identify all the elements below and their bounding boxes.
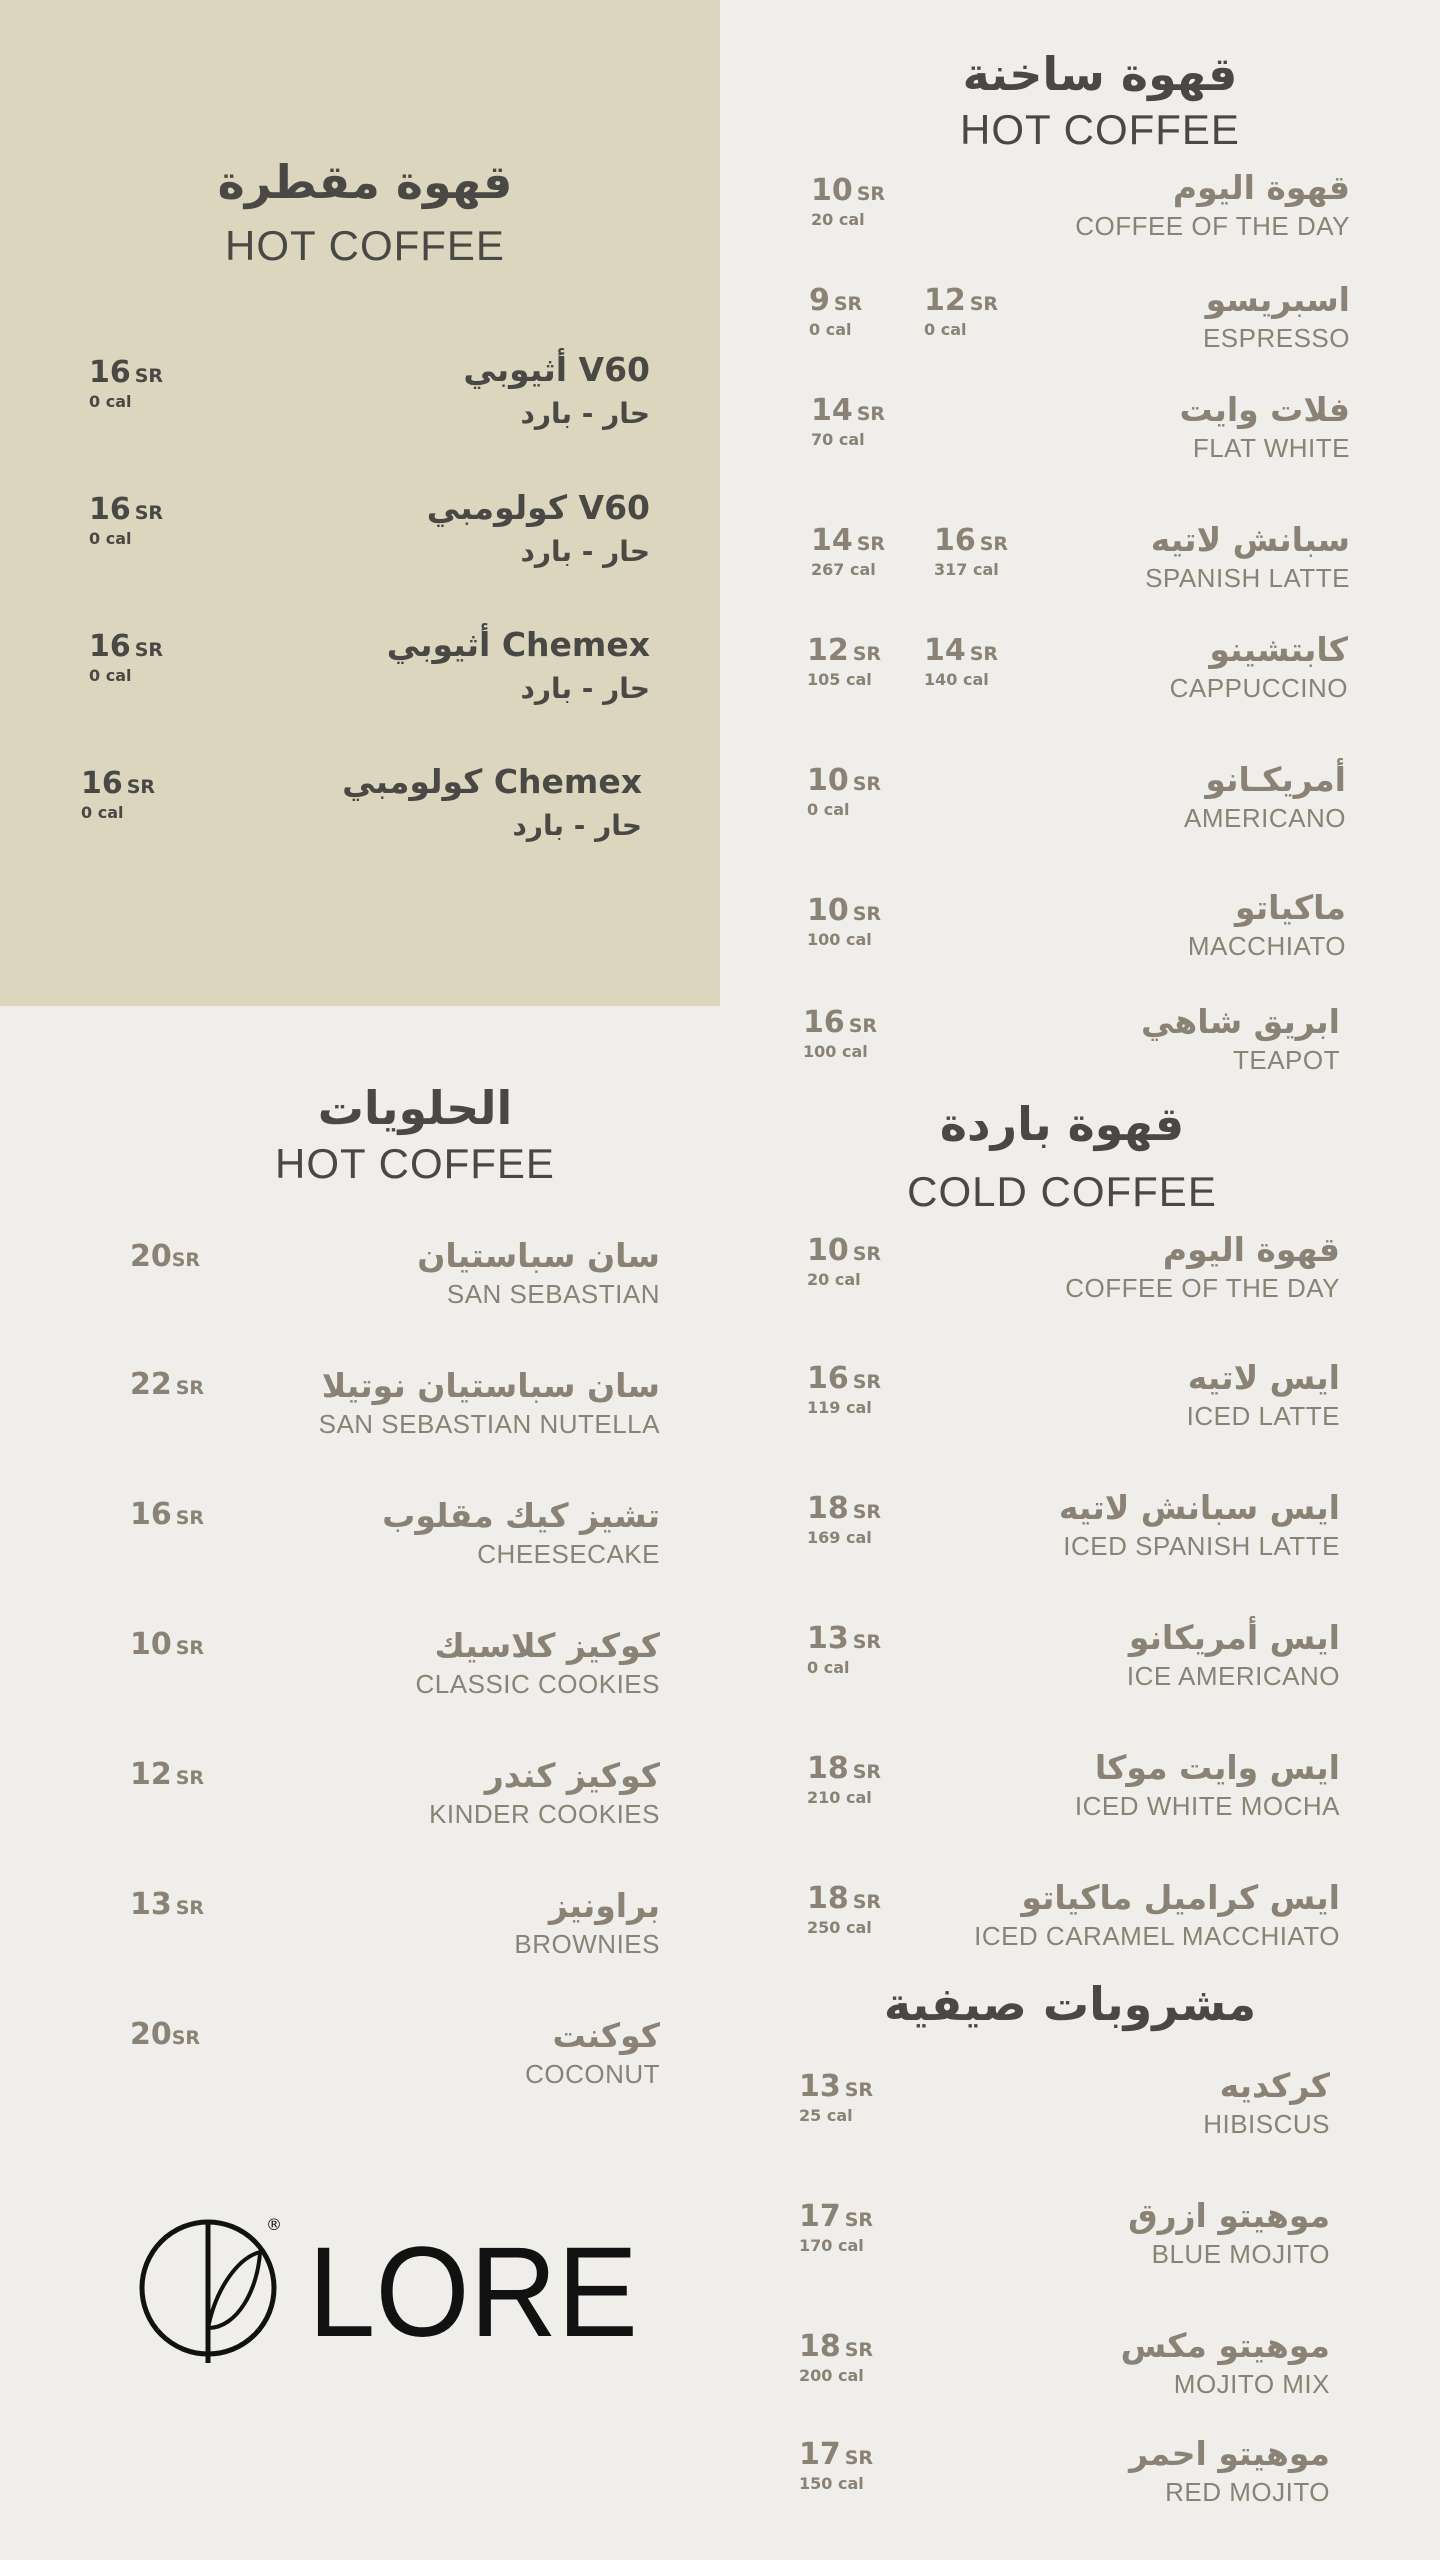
currency: SR	[171, 2027, 201, 2049]
price-value: 16	[89, 492, 131, 527]
calories: 119 cal	[807, 1398, 872, 1417]
drip-item-name: V60 كولومبي	[426, 488, 650, 527]
sweet-name-ar: كوكيز كلاسيك	[434, 1626, 660, 1665]
price-value: 16	[89, 629, 131, 664]
sweets-item-3	[260, 1626, 660, 1706]
sweet-name-ar: كوكنت	[552, 2016, 660, 2055]
calories: 105 cal	[807, 670, 872, 689]
currency: SR	[856, 183, 886, 205]
price-value: 13	[130, 1887, 172, 1922]
cold-item-4	[940, 1748, 1340, 1828]
sweets-price-1	[130, 1368, 204, 1402]
currency: SR	[979, 533, 1009, 555]
hot-item-name-en: AMERICANO	[1184, 803, 1346, 833]
calories: 317 cal	[934, 560, 999, 579]
drip-section-title	[160, 154, 570, 274]
calories: 250 cal	[807, 1918, 872, 1937]
summer-item-3	[940, 2434, 1330, 2514]
drip-price-3	[81, 767, 155, 823]
currency: SR	[852, 1371, 882, 1393]
summer-item-name-en: RED MOJITO	[1165, 2477, 1330, 2507]
price-value: 16	[934, 523, 976, 558]
cold-item-name-ar: ايس أمريكانو	[1128, 1618, 1340, 1657]
summer-price-3	[799, 2438, 873, 2494]
hot-item-name-ar: قهوة اليوم	[1172, 168, 1350, 207]
price-value: 18	[807, 1491, 849, 1526]
sweet-name-en: SAN SEBASTIAN NUTELLA	[318, 1409, 660, 1439]
hot-price-1b	[924, 284, 998, 340]
hot-item-name-en: SPANISH LATTE	[1145, 563, 1350, 593]
price-value: 22	[130, 1367, 172, 1402]
currency: SR	[175, 1897, 205, 1919]
cold-item-name-en: ICED WHITE MOCHA	[1074, 1791, 1340, 1821]
calories: 200 cal	[799, 2366, 864, 2385]
hot-item-name-en: ESPRESSO	[1202, 323, 1350, 353]
price-value: 14	[811, 523, 853, 558]
hot-item-name-en: MACCHIATO	[1187, 931, 1346, 961]
sweets-item-0	[260, 1236, 660, 1316]
sweets-price-6	[130, 2018, 200, 2052]
lore-logo	[138, 2208, 648, 2368]
price-value: 14	[811, 393, 853, 428]
currency: SR	[126, 776, 156, 798]
calories: 0 cal	[81, 803, 124, 822]
summer-item-name-ar: موهيتو مكس	[1120, 2326, 1330, 2365]
hot-item-name-en: CAPPUCCINO	[1169, 673, 1348, 703]
drip-item-1	[300, 488, 650, 578]
calories: 0 cal	[89, 666, 132, 685]
hot-price-4b	[924, 634, 998, 690]
sweets-price-4	[130, 1758, 204, 1792]
calories: 25 cal	[799, 2106, 853, 2125]
hot-price-5	[807, 764, 881, 820]
cold-item-name-en: ICED SPANISH LATTE	[1063, 1531, 1340, 1561]
hot-price-7	[803, 1006, 877, 1062]
cold-title-en: COLD COFFEE	[907, 1168, 1217, 1215]
hot-item-4	[1000, 630, 1348, 710]
drip-item-3	[300, 762, 642, 852]
cold-item-3	[940, 1618, 1340, 1698]
hot-item-name-ar: أمريكـانو	[1205, 760, 1346, 799]
cold-price-0	[807, 1234, 881, 1290]
hot-item-0	[1000, 168, 1350, 248]
hot-item-5	[1000, 760, 1346, 840]
calories: 0 cal	[89, 529, 132, 548]
currency: SR	[969, 643, 999, 665]
hot-section-title	[900, 46, 1300, 158]
lore-logo-mark	[138, 2208, 648, 2368]
calories: 267 cal	[811, 560, 876, 579]
cold-item-name-ar: ايس وايت موكا	[1094, 1748, 1340, 1787]
price-value: 10	[807, 763, 849, 798]
hot-price-4a	[807, 634, 881, 690]
hot-title-ar: قهوة ساخنة	[962, 47, 1238, 101]
calories: 169 cal	[807, 1528, 872, 1547]
registered-mark: ®	[266, 2215, 282, 2234]
price-value: 10	[811, 173, 853, 208]
cold-item-name-ar: ايس كراميل ماكياتو	[1021, 1878, 1340, 1917]
cold-price-2	[807, 1492, 881, 1548]
sweet-name-ar: سان سباستيان نوتيلا	[321, 1366, 660, 1405]
currency: SR	[171, 1249, 201, 1271]
sweets-item-6	[260, 2016, 660, 2096]
price-value: 16	[807, 1361, 849, 1396]
price-value: 10	[130, 1627, 172, 1662]
sweet-name-en: KINDER COOKIES	[429, 1799, 660, 1829]
cold-price-3	[807, 1622, 881, 1678]
sweet-name-en: SAN SEBASTIAN	[446, 1279, 660, 1309]
drip-item-name: Chemex كولومبي	[342, 762, 642, 801]
sweets-item-4	[260, 1756, 660, 1836]
hot-price-0	[811, 174, 885, 230]
drip-price-2	[89, 630, 163, 686]
currency: SR	[844, 2447, 874, 2469]
currency: SR	[969, 293, 999, 315]
hot-item-7	[1000, 1002, 1340, 1082]
summer-title-ar: مشروبات صيفية	[883, 1977, 1257, 2031]
currency: SR	[134, 502, 164, 524]
hot-item-name-en: COFFEE OF THE DAY	[1075, 211, 1350, 241]
hot-item-name-en: FLAT WHITE	[1192, 433, 1350, 463]
sweets-price-2	[130, 1498, 204, 1532]
drip-item-2	[300, 625, 650, 715]
cold-item-0	[940, 1230, 1340, 1310]
currency: SR	[844, 2209, 874, 2231]
price-value: 16	[81, 766, 123, 801]
cold-item-name-en: COFFEE OF THE DAY	[1065, 1273, 1340, 1303]
summer-price-0	[799, 2070, 873, 2126]
hot-item-6	[1000, 888, 1346, 968]
calories: 150 cal	[799, 2474, 864, 2493]
hot-price-3b	[934, 524, 1008, 580]
hot-item-name-ar: اسبريسو	[1205, 280, 1350, 319]
calories: 100 cal	[807, 930, 872, 949]
currency: SR	[852, 773, 882, 795]
currency: SR	[844, 2079, 874, 2101]
hot-item-name-ar: كابتشينو	[1209, 630, 1348, 669]
currency: SR	[833, 293, 863, 315]
cold-item-name-en: ICED CARAMEL MACCHIATO	[974, 1921, 1340, 1951]
currency: SR	[852, 1501, 882, 1523]
hot-price-6	[807, 894, 881, 950]
hot-item-name-ar: ماكياتو	[1235, 888, 1346, 927]
hot-price-1a	[809, 284, 862, 340]
sweet-name-ar: سان سباستيان	[417, 1236, 660, 1275]
summer-item-0	[940, 2066, 1330, 2146]
currency: SR	[175, 1767, 205, 1789]
cold-title-ar: قهوة باردة	[939, 1097, 1185, 1151]
calories: 140 cal	[924, 670, 989, 689]
price-value: 12	[130, 1757, 172, 1792]
summer-item-name-ar: كركديه	[1219, 2066, 1330, 2105]
summer-item-name-en: BLUE MOJITO	[1151, 2239, 1330, 2269]
brand-name: LORE	[308, 2221, 638, 2364]
hot-item-name-en: TEAPOT	[1232, 1045, 1340, 1075]
sweets-price-3	[130, 1628, 204, 1662]
price-value: 13	[807, 1621, 849, 1656]
price-value: 16	[89, 355, 131, 390]
cold-item-name-en: ICED LATTE	[1186, 1401, 1340, 1431]
sweet-name-en: COCONUT	[525, 2059, 660, 2089]
cold-item-name-ar: ايس لاتيه	[1187, 1358, 1340, 1397]
price-value: 9	[809, 283, 830, 318]
sweet-name-en: CLASSIC COOKIES	[415, 1669, 660, 1699]
price-value: 13	[799, 2069, 841, 2104]
price-value: 10	[807, 1233, 849, 1268]
drip-item-name: V60 أثيوبي	[463, 350, 650, 389]
currency: SR	[852, 643, 882, 665]
drip-item-sub: حار - بارد	[520, 672, 650, 705]
hot-item-1	[1000, 280, 1350, 360]
currency: SR	[175, 1637, 205, 1659]
currency: SR	[852, 1761, 882, 1783]
hot-title-en: HOT COFFEE	[960, 106, 1240, 153]
sweet-name-ar: كوكيز كندر	[484, 1756, 660, 1795]
sweets-price-5	[130, 1888, 204, 1922]
summer-item-name-ar: موهيتو احمر	[1129, 2434, 1330, 2473]
currency: SR	[856, 533, 886, 555]
sweets-title-ar: الحلويات	[317, 1081, 513, 1135]
drip-title-ar: قهوة مقطرة	[217, 155, 513, 209]
calories: 170 cal	[799, 2236, 864, 2255]
currency: SR	[852, 1631, 882, 1653]
calories: 70 cal	[811, 430, 865, 449]
price-value: 20	[130, 2017, 172, 2052]
calories: 100 cal	[803, 1042, 868, 1061]
cold-item-name-ar: قهوة اليوم	[1162, 1230, 1340, 1269]
price-value: 16	[803, 1005, 845, 1040]
hot-item-name-ar: ابريق شاهي	[1141, 1002, 1340, 1041]
price-value: 18	[799, 2329, 841, 2364]
summer-price-2	[799, 2330, 873, 2386]
drip-price-0	[89, 356, 163, 412]
cold-item-2	[940, 1488, 1340, 1568]
currency: SR	[175, 1507, 205, 1529]
calories: 20 cal	[811, 210, 865, 229]
sweet-name-ar: براونيز	[548, 1886, 660, 1925]
currency: SR	[175, 1377, 205, 1399]
drip-item-sub: حار - بارد	[520, 397, 650, 430]
sweets-item-1	[260, 1366, 660, 1446]
price-value: 12	[807, 633, 849, 668]
sweets-section-title	[215, 1080, 615, 1192]
price-value: 10	[807, 893, 849, 928]
summer-item-name-en: MOJITO MIX	[1173, 2369, 1330, 2399]
summer-item-2	[940, 2326, 1330, 2406]
hot-item-3	[1000, 520, 1350, 600]
currency: SR	[844, 2339, 874, 2361]
sweets-price-0	[130, 1240, 200, 1274]
sweets-item-2	[260, 1496, 660, 1576]
currency: SR	[852, 903, 882, 925]
hot-price-3a	[811, 524, 885, 580]
hot-item-2	[1000, 390, 1350, 470]
cold-item-5	[940, 1878, 1340, 1958]
price-value: 12	[924, 283, 966, 318]
price-value: 18	[807, 1751, 849, 1786]
cold-price-1	[807, 1362, 881, 1418]
cold-item-1	[940, 1358, 1340, 1438]
price-value: 17	[799, 2199, 841, 2234]
sweet-name-en: BROWNIES	[514, 1929, 660, 1959]
hot-price-2	[811, 394, 885, 450]
sweets-item-5	[260, 1886, 660, 1966]
calories: 0 cal	[89, 392, 132, 411]
calories: 0 cal	[807, 1658, 850, 1677]
currency: SR	[848, 1015, 878, 1037]
sweets-title-en: HOT COFFEE	[275, 1140, 555, 1187]
hot-item-name-ar: فلات وايت	[1179, 390, 1350, 429]
cold-price-5	[807, 1882, 881, 1938]
drip-item-sub: حار - بارد	[512, 809, 642, 842]
price-value: 20	[130, 1239, 172, 1274]
drip-price-1	[89, 493, 163, 549]
cold-section-title	[862, 1096, 1262, 1220]
summer-item-name-en: HIBISCUS	[1203, 2109, 1330, 2139]
currency: SR	[852, 1243, 882, 1265]
calories: 210 cal	[807, 1788, 872, 1807]
currency: SR	[134, 365, 164, 387]
drip-title-en: HOT COFFEE	[225, 222, 505, 269]
calories: 20 cal	[807, 1270, 861, 1289]
calories: 0 cal	[924, 320, 967, 339]
cold-item-name-en: ICE AMERICANO	[1126, 1661, 1340, 1691]
summer-item-name-ar: موهيتو ازرق	[1128, 2196, 1330, 2235]
price-value: 16	[130, 1497, 172, 1532]
calories: 0 cal	[809, 320, 852, 339]
drip-item-0	[300, 350, 650, 440]
summer-price-1	[799, 2200, 873, 2256]
summer-item-1	[940, 2196, 1330, 2276]
currency: SR	[852, 1891, 882, 1913]
drip-item-sub: حار - بارد	[520, 535, 650, 568]
sweet-name-ar: تشيز كيك مقلوب	[382, 1496, 660, 1535]
sweet-name-en: CHEESECAKE	[477, 1539, 660, 1569]
currency: SR	[856, 403, 886, 425]
cold-item-name-ar: ايس سبانش لاتيه	[1058, 1488, 1340, 1527]
drip-item-name: Chemex أثيوبي	[386, 625, 650, 664]
price-value: 17	[799, 2437, 841, 2472]
cold-price-4	[807, 1752, 881, 1808]
calories: 0 cal	[807, 800, 850, 819]
summer-section-title	[870, 1976, 1270, 2032]
price-value: 18	[807, 1881, 849, 1916]
price-value: 14	[924, 633, 966, 668]
currency: SR	[134, 639, 164, 661]
hot-item-name-ar: سبانش لاتيه	[1150, 520, 1350, 559]
